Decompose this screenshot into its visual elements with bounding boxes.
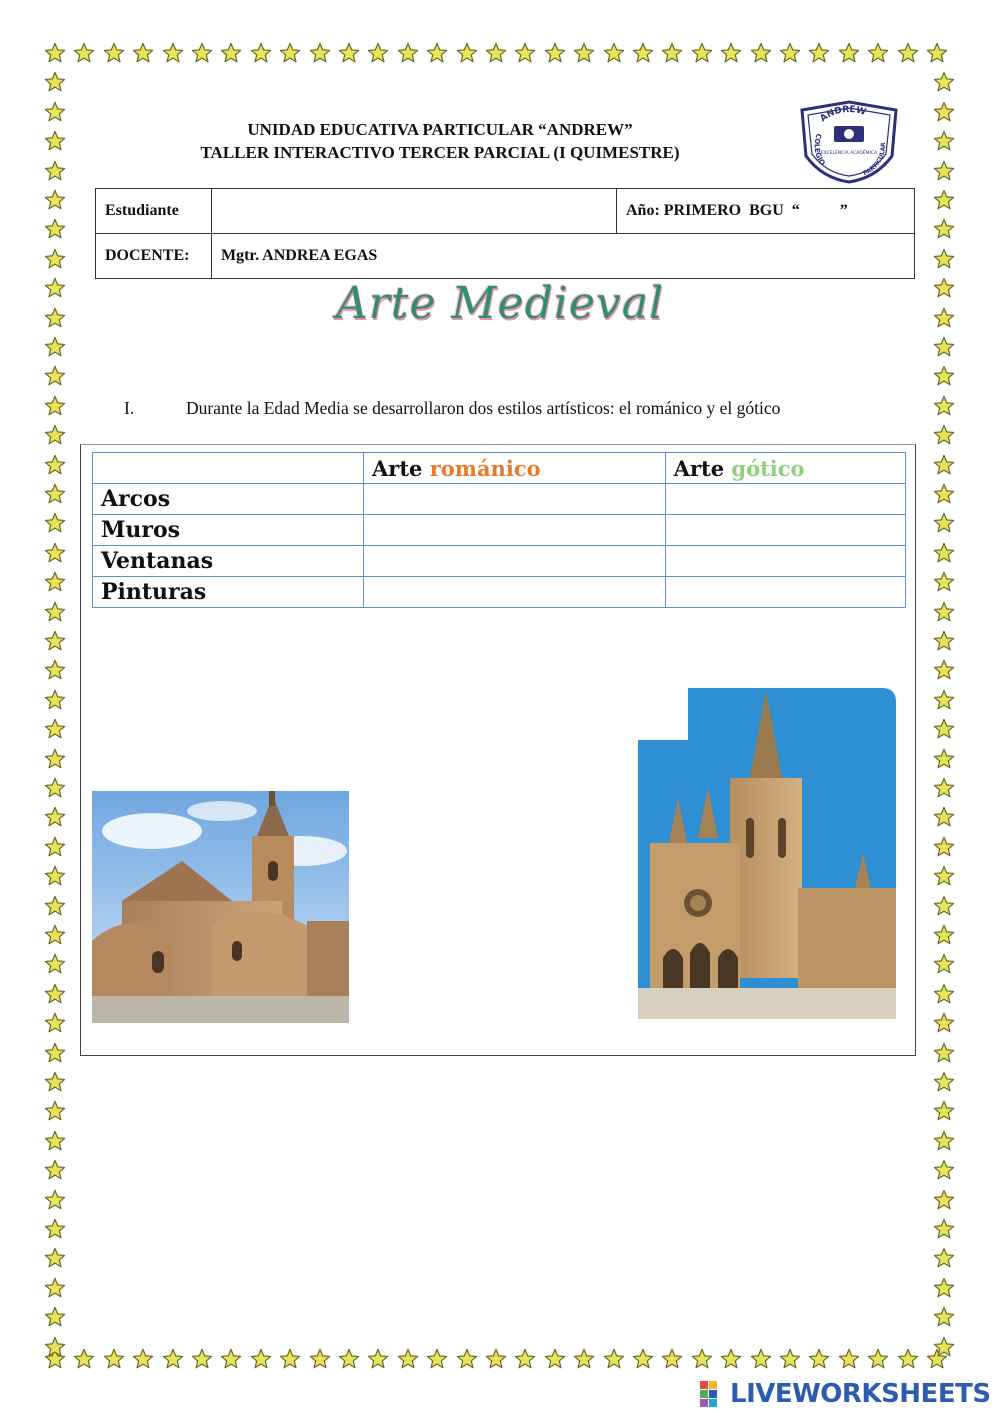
border-star-icon	[279, 1348, 301, 1370]
border-star-icon	[426, 42, 448, 64]
border-star-icon	[44, 1071, 66, 1093]
border-star-icon	[44, 130, 66, 152]
border-star-icon	[933, 748, 955, 770]
logo-top-text: ANDREW	[818, 104, 868, 125]
border-star-icon	[279, 42, 301, 64]
question-1	[124, 398, 780, 419]
border-star-icon	[44, 659, 66, 681]
border-star-icon	[44, 630, 66, 652]
border-star-icon	[779, 1348, 801, 1370]
logo-right-text: PARTICULAR	[862, 142, 888, 178]
border-star-icon	[191, 1348, 213, 1370]
border-star-icon	[933, 424, 955, 446]
border-star-icon	[220, 42, 242, 64]
border-star-icon	[73, 1348, 95, 1370]
border-star-icon	[632, 1348, 654, 1370]
border-star-icon	[720, 1348, 742, 1370]
border-star-icon	[44, 248, 66, 270]
liveworksheets-logo	[700, 1377, 995, 1411]
border-star-icon	[44, 277, 66, 299]
table-corner-cell	[93, 453, 364, 484]
border-star-icon	[44, 836, 66, 858]
border-star-icon	[44, 1247, 66, 1269]
border-star-icon	[933, 512, 955, 534]
border-star-icon	[44, 748, 66, 770]
border-star-icon	[514, 1348, 536, 1370]
border-star-icon	[44, 1277, 66, 1299]
border-star-icon	[309, 1348, 331, 1370]
border-star-icon	[661, 42, 683, 64]
border-star-icon	[44, 101, 66, 123]
border-star-icon	[44, 1306, 66, 1328]
comparison-table	[92, 452, 906, 608]
border-star-icon	[933, 71, 955, 93]
border-star-icon	[933, 571, 955, 593]
school-name: UNIDAD EDUCATIVA PARTICULAR “ANDREW”	[247, 120, 633, 139]
border-star-icon	[661, 1348, 683, 1370]
border-star-icon	[44, 42, 66, 64]
border-star-icon	[44, 71, 66, 93]
border-star-icon	[426, 1348, 448, 1370]
border-star-icon	[720, 42, 742, 64]
header-gotico-style: gótico	[731, 455, 805, 481]
student-label: Estudiante	[96, 189, 212, 234]
border-star-icon	[933, 924, 955, 946]
border-star-icon	[456, 1348, 478, 1370]
border-star-icon	[338, 1348, 360, 1370]
border-star-icon	[632, 42, 654, 64]
romanesque-church-image	[92, 791, 349, 1023]
border-star-icon	[44, 601, 66, 623]
border-star-icon	[44, 218, 66, 240]
border-star-icon	[338, 42, 360, 64]
border-star-icon	[44, 189, 66, 211]
border-star-icon	[933, 836, 955, 858]
document-header	[120, 118, 760, 164]
border-star-icon	[933, 1189, 955, 1211]
border-star-icon	[514, 42, 536, 64]
border-star-icon	[933, 101, 955, 123]
border-star-icon	[191, 42, 213, 64]
border-star-icon	[44, 365, 66, 387]
teacher-label: DOCENTE:	[96, 234, 212, 279]
border-star-icon	[162, 42, 184, 64]
border-star-icon	[897, 1348, 919, 1370]
border-star-icon	[926, 42, 948, 64]
border-star-icon	[44, 777, 66, 799]
student-info-table	[95, 188, 915, 279]
border-star-icon	[838, 1348, 860, 1370]
border-star-icon	[44, 865, 66, 887]
border-star-icon	[933, 277, 955, 299]
header-gotico-prefix: Arte	[673, 455, 732, 481]
border-star-icon	[162, 1348, 184, 1370]
border-star-icon	[103, 1348, 125, 1370]
answer-cell-ventanas-romanico[interactable]	[364, 546, 666, 577]
border-star-icon	[933, 1100, 955, 1122]
border-star-icon	[544, 1348, 566, 1370]
answer-cell-muros-romanico[interactable]	[364, 515, 666, 546]
border-star-icon	[750, 42, 772, 64]
answer-cell-muros-gotico[interactable]	[665, 515, 905, 546]
border-star-icon	[933, 160, 955, 182]
border-star-icon	[933, 1277, 955, 1299]
border-star-icon	[933, 689, 955, 711]
border-star-icon	[808, 42, 830, 64]
border-star-icon	[367, 1348, 389, 1370]
border-star-icon	[397, 42, 419, 64]
border-star-icon	[44, 924, 66, 946]
logo-center-text: EXCELENCIA ACADÉMICA	[820, 151, 878, 156]
border-star-icon	[44, 806, 66, 828]
border-star-icon	[691, 1348, 713, 1370]
border-star-icon	[808, 1348, 830, 1370]
border-star-icon	[220, 1348, 242, 1370]
border-star-icon	[44, 895, 66, 917]
border-star-icon	[44, 1100, 66, 1122]
border-star-icon	[933, 895, 955, 917]
border-star-icon	[779, 42, 801, 64]
border-star-icon	[103, 42, 125, 64]
border-star-icon	[933, 1042, 955, 1064]
border-star-icon	[44, 983, 66, 1005]
border-star-icon	[933, 1012, 955, 1034]
border-star-icon	[867, 1348, 889, 1370]
row-label-pinturas: Pinturas	[93, 577, 364, 608]
border-star-icon	[933, 1247, 955, 1269]
border-star-icon	[44, 689, 66, 711]
border-star-icon	[897, 42, 919, 64]
border-star-icon	[44, 571, 66, 593]
border-star-icon	[933, 454, 955, 476]
border-star-icon	[603, 1348, 625, 1370]
border-star-icon	[250, 1348, 272, 1370]
border-star-icon	[44, 336, 66, 358]
table-row	[93, 577, 906, 608]
border-star-icon	[933, 659, 955, 681]
border-star-icon	[132, 42, 154, 64]
page-title: Arte Medieval	[335, 278, 665, 329]
border-star-icon	[573, 1348, 595, 1370]
border-star-icon	[44, 953, 66, 975]
border-star-icon	[44, 395, 66, 417]
logo-left-text: COLEGIO	[812, 132, 827, 168]
border-star-icon	[250, 42, 272, 64]
border-star-icon	[485, 42, 507, 64]
border-star-icon	[933, 395, 955, 417]
border-star-icon	[933, 542, 955, 564]
header-gotico	[665, 453, 905, 484]
border-star-icon	[933, 865, 955, 887]
border-star-icon	[309, 42, 331, 64]
student-name-field[interactable]	[212, 189, 617, 234]
border-star-icon	[933, 1159, 955, 1181]
border-star-icon	[44, 1159, 66, 1181]
answer-cell-ventanas-gotico[interactable]	[665, 546, 905, 577]
border-star-icon	[933, 806, 955, 828]
answer-cell-pinturas-gotico[interactable]	[665, 577, 905, 608]
border-star-icon	[933, 953, 955, 975]
liveworksheets-icon	[700, 1381, 728, 1409]
border-star-icon	[933, 983, 955, 1005]
answer-cell-arcos-romanico[interactable]	[364, 484, 666, 515]
question-text: Durante la Edad Media se desarrollaron dos estilos artísticos: el románico y el gótico	[186, 398, 781, 418]
border-star-icon	[44, 307, 66, 329]
border-star-icon	[933, 130, 955, 152]
gothic-cathedral-image	[638, 688, 896, 1019]
row-label-arcos: Arcos	[93, 484, 364, 515]
header-romanico	[364, 453, 666, 484]
table-row	[93, 484, 906, 515]
border-star-icon	[933, 248, 955, 270]
border-star-icon	[933, 189, 955, 211]
border-star-icon	[485, 1348, 507, 1370]
border-star-icon	[933, 630, 955, 652]
border-star-icon	[838, 42, 860, 64]
border-star-icon	[573, 42, 595, 64]
border-star-icon	[132, 1348, 154, 1370]
border-star-icon	[544, 42, 566, 64]
border-star-icon	[933, 1130, 955, 1152]
border-star-icon	[933, 718, 955, 740]
border-star-icon	[933, 483, 955, 505]
question-number: I.	[124, 398, 135, 418]
border-star-icon	[933, 601, 955, 623]
row-label-muros: Muros	[93, 515, 364, 546]
border-star-icon	[933, 777, 955, 799]
school-logo	[796, 98, 902, 184]
border-star-icon	[867, 42, 889, 64]
border-star-icon	[44, 483, 66, 505]
border-star-icon	[44, 454, 66, 476]
border-star-icon	[933, 1071, 955, 1093]
border-star-icon	[933, 365, 955, 387]
border-star-icon	[933, 218, 955, 240]
border-star-icon	[44, 542, 66, 564]
border-star-icon	[603, 42, 625, 64]
row-label-ventanas: Ventanas	[93, 546, 364, 577]
header-romanico-style: románico	[429, 455, 541, 481]
border-star-icon	[367, 42, 389, 64]
border-star-icon	[44, 1130, 66, 1152]
year-label: Año: PRIMERO BGU “ ”	[617, 189, 915, 234]
border-star-icon	[44, 1012, 66, 1034]
border-star-icon	[933, 1218, 955, 1240]
workshop-title: TALLER INTERACTIVO TERCER PARCIAL (I QUIMESTRE)	[200, 143, 680, 162]
border-star-icon	[456, 42, 478, 64]
border-star-icon	[750, 1348, 772, 1370]
border-star-icon	[44, 512, 66, 534]
teacher-name: Mgtr. ANDREA EGAS	[212, 234, 915, 279]
border-star-icon	[73, 42, 95, 64]
table-row	[93, 515, 906, 546]
border-star-icon	[397, 1348, 419, 1370]
border-star-icon	[933, 1336, 955, 1358]
header-romanico-prefix: Arte	[372, 455, 430, 481]
border-star-icon	[44, 1042, 66, 1064]
border-star-icon	[44, 424, 66, 446]
answer-cell-pinturas-romanico[interactable]	[364, 577, 666, 608]
border-star-icon	[933, 307, 955, 329]
table-row	[93, 546, 906, 577]
border-star-icon	[44, 718, 66, 740]
border-star-icon	[44, 1189, 66, 1211]
border-star-icon	[44, 160, 66, 182]
liveworksheets-brand: LIVEWORKSHEETS	[730, 1379, 991, 1409]
border-star-icon	[933, 1306, 955, 1328]
border-star-icon	[691, 42, 713, 64]
border-star-icon	[933, 336, 955, 358]
answer-cell-arcos-gotico[interactable]	[665, 484, 905, 515]
border-star-icon	[44, 1218, 66, 1240]
border-star-icon	[44, 1336, 66, 1358]
